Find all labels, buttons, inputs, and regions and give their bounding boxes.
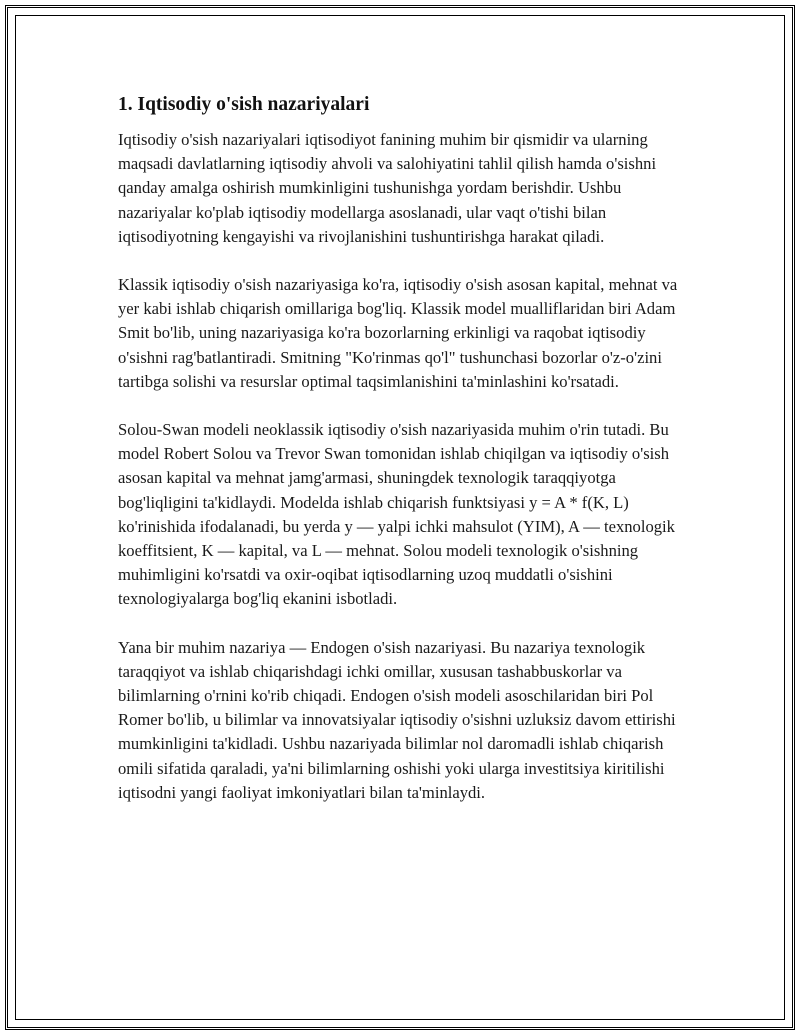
section-heading: 1. Iqtisodiy o'sish nazariyalari: [118, 94, 370, 115]
paragraph-solow-swan-model: Solou-Swan modeli neoklassik iqtisodiy o'sish nazariyasida muhim o'rin tutadi. Bu model Robert Solou va Trevor Swan tomonidan ishlab chiqilgan va iqtisodiy o'sish asosan kapital va mehnat jamg'armasi, shuningdek texnologik taraqqiyotga bog'liqligini ta'kidlaydi. Modelda ishlab chiqarish funktsiyasi y = A * f(K, L) ko'rinishida ifodalanadi, bu yerda y — yalpi ichki mahsulot (YIM), A — texnologik koeffitsient, K — kapital, va L — mehnat. Solou modeli texnologik o'sishning muhimligini ko'rsatdi va oxir-oqibat iqtisodlarning uzoq muddatli o'sishini texnologiyalarga bog'liq ekanini isbotladi.: [118, 420, 675, 609]
paragraph-intro: Iqtisodiy o'sish nazariyalari iqtisodiyot fanining muhim bir qismidir va ularning maqsadi davlatlarning iqtisodiy ahvoli va salohiyatini tahlil qilish hamda o'sishni qanday amalga oshirish mumkinligini tushunishga yordam berishdir. Ushbu nazariyalar ko'plab iqtisodiy modellarga asoslanadi, ular vaqt o'tishi bilan iqtisodiyotning kengayishi va rivojlanishini tushuntirishga harakat qiladi.: [118, 130, 657, 246]
paragraph-endogenous-growth: Yana bir muhim nazariya — Endogen o'sish nazariyasi. Bu nazariya texnologik taraqqiyot va ishlab chiqarishdagi ichki omillar, xususan tashabbuskorlar va bilimlarning o'rnini ko'rib chiqadi. Endogen o'sish modeli asoschilaridan biri Pol Romer bo'lib, u bilimlar va innovatsiyalar iqtisodiy o'sishni uzluksiz davom ettirishi mumkinligini ta'kidladi. Ushbu nazariyada bilimlar nol daromadli ishlab chiqarish omili sifatida qaraladi, ya'ni bilimlarning oshishi yoki ularga investitsiya kiritilishi iqtisodni yangi faoliyat imkoniyatlari bilan ta'minlaydi.: [118, 637, 676, 802]
paragraph-classical-theory: Klassik iqtisodiy o'sish nazariyasiga ko'ra, iqtisodiy o'sish asosan kapital, mehnat va yer kabi ishlab chiqarish omillariga bog'liq. Klassik model mualliflaridan biri Adam Smit bo'lib, uning nazariyasiga ko'ra bozorlarning erkinligi va raqobat iqtisodiy o'sishni rag'batlantiradi. Smitning "Ko'rinmas qo'l" tushunchasi bozorlar o'z-o'zini tartibga solishi va resurslar optimal taqsimlanishini ta'minlashini ko'rsatadi.: [118, 275, 678, 391]
document-body: [118, 92, 690, 829]
